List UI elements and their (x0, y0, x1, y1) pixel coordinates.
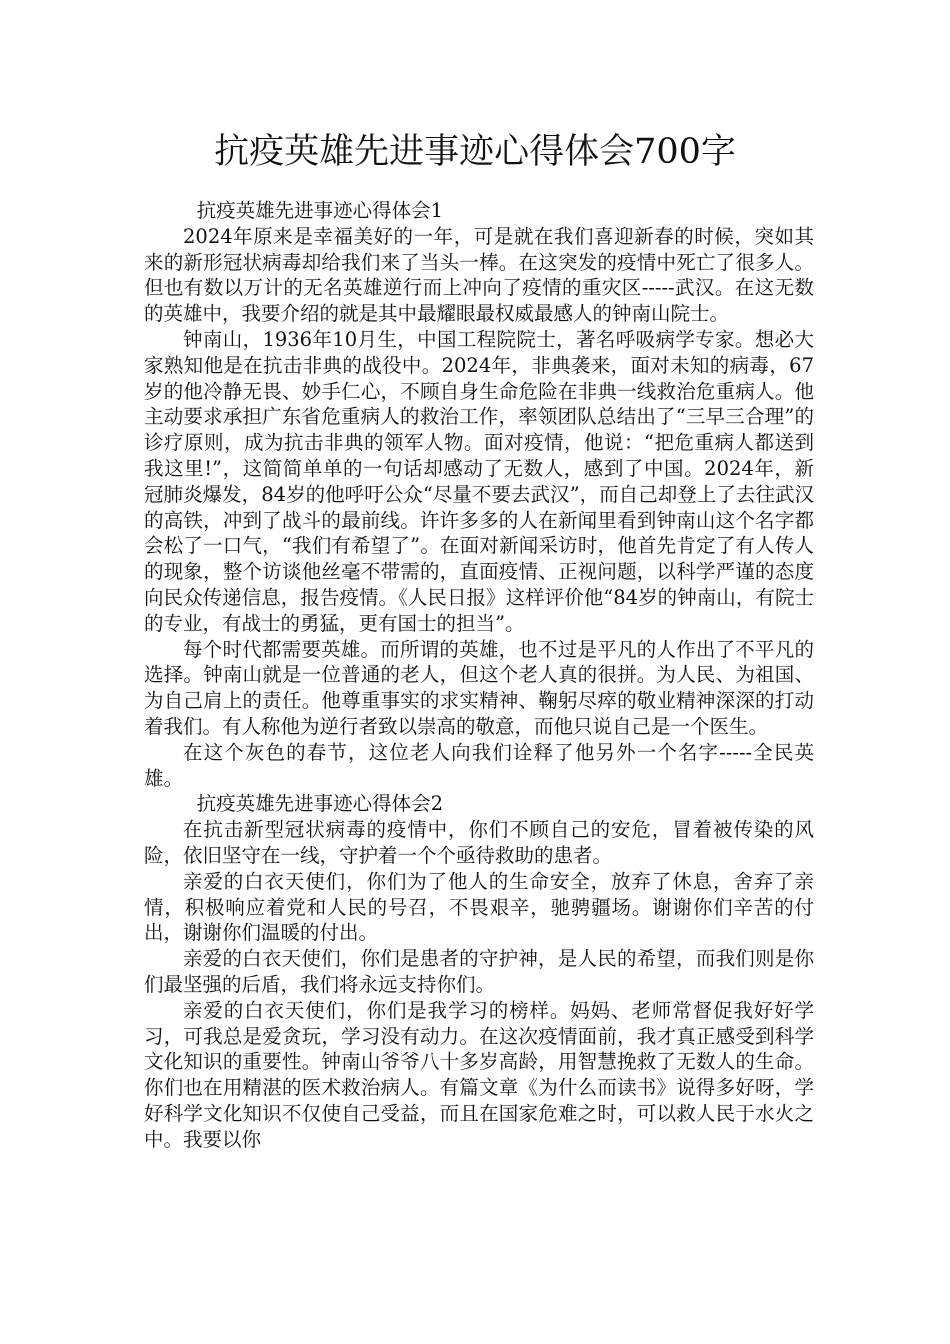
section-heading: 抗疫英雄先进事迹心得体会2 (196, 792, 444, 816)
paragraph: 在这个灰色的春节，这位老人向我们诠释了他另外一个名字-----全民英雄。 (144, 740, 814, 790)
section-heading: 抗疫英雄先进事迹心得体会1 (196, 199, 444, 222)
paragraph: 亲爱的白衣天使们，你们是患者的守护神，是人民的希望，而我们则是你们最坚强的后盾，我们将永远支持你们。 (144, 947, 814, 996)
document-title: 抗疫英雄先进事迹心得体会700字 (214, 132, 736, 172)
paragraph: 钟南山，1936年10月生，中国工程院院士，著名呼吸病学专家。想必大家熟知他是在抗击非典的战役中。2024年，非典袭来，面对未知的病毒，67岁的他冷静无畏、妙手仁心，不顾自身生命危险在非典一线救治危重病人。他主动要求承担广东省危重病人的救治工作，率领团队总结出了“三早三合理”的诊疗原则，成为抗击非典的领军人物。面对疫情，他说：“把危重病人都送到我这里!”，这简简单单的一句话却感动了无数人，感到了中国。2024年，新冠肺炎爆发，84岁的他呼吁公众“尽量不要去武汉”，而自己却登上了去往武汉的高铁，冲到了战斗的最前线。许许多多的人在新闻里看到钟南山这个名字都会松了一口气，“我们有希望了”。在面对新闻采访时，他首先肯定了有人传人的现象，整个访谈他丝毫不带需的，直面疫情、正视问题，以科学严谨的态度向民众传递信息，报告疫情。《人民日报》这样评价他“84岁的钟南山，有院士的专业，有战士的勇猛，更有国士的担当”。 (144, 327, 814, 635)
document-body (144, 198, 814, 1152)
paragraph: 在抗击新型冠状病毒的疫情中，你们不顾自己的安危，冒着被传染的风险，依旧坚守在一线，守护着一个个亟待救助的患者。 (144, 818, 814, 867)
paragraph: 每个时代都需要英雄。而所谓的英雄，也不过是平凡的人作出了不平凡的选择。钟南山就是一位普通的老人，但这个老人真的很拼。为人民、为祖国、为自己肩上的责任。他尊重事实的求实精神、鞠躬尽瘁的敬业精神深深的打动着我们。有人称他为逆行者致以崇高的敬意，而他只说自己是一个医生。 (144, 637, 814, 738)
paragraph: 2024年原来是幸福美好的一年，可是就在我们喜迎新春的时候，突如其来的新形冠状病毒却给我们来了当头一棒。在这突发的疫情中死亡了很多人。但也有数以万计的无名英雄逆行而上冲向了疫情的重灾区-----武汉。在这无数的英雄中，我要介绍的就是其中最耀眼最权威最感人的钟南山院士。 (144, 224, 814, 326)
paragraph: 亲爱的白衣天使们，你们为了他人的生命安全，放弃了休息，舍弃了亲情，积极响应着党和人民的号召，不畏艰辛，驰骋疆场。谢谢你们辛苦的付出，谢谢你们温暖的付出。 (144, 869, 814, 945)
paragraph: 亲爱的白衣天使们，你们是我学习的榜样。妈妈、老师常督促我好好学习，可我总是爱贪玩，学习没有动力。在这次疫情面前，我才真正感受到科学文化知识的重要性。钟南山爷爷八十多岁高龄，用智慧挽救了无数人的生命。你们也在用精湛的医术救治病人。有篇文章《为什么而读书》说得多好呀，学好科学文化知识不仅使自己受益，而且在国家危难之时，可以救人民于水火之中。我要以你 (144, 998, 814, 1151)
